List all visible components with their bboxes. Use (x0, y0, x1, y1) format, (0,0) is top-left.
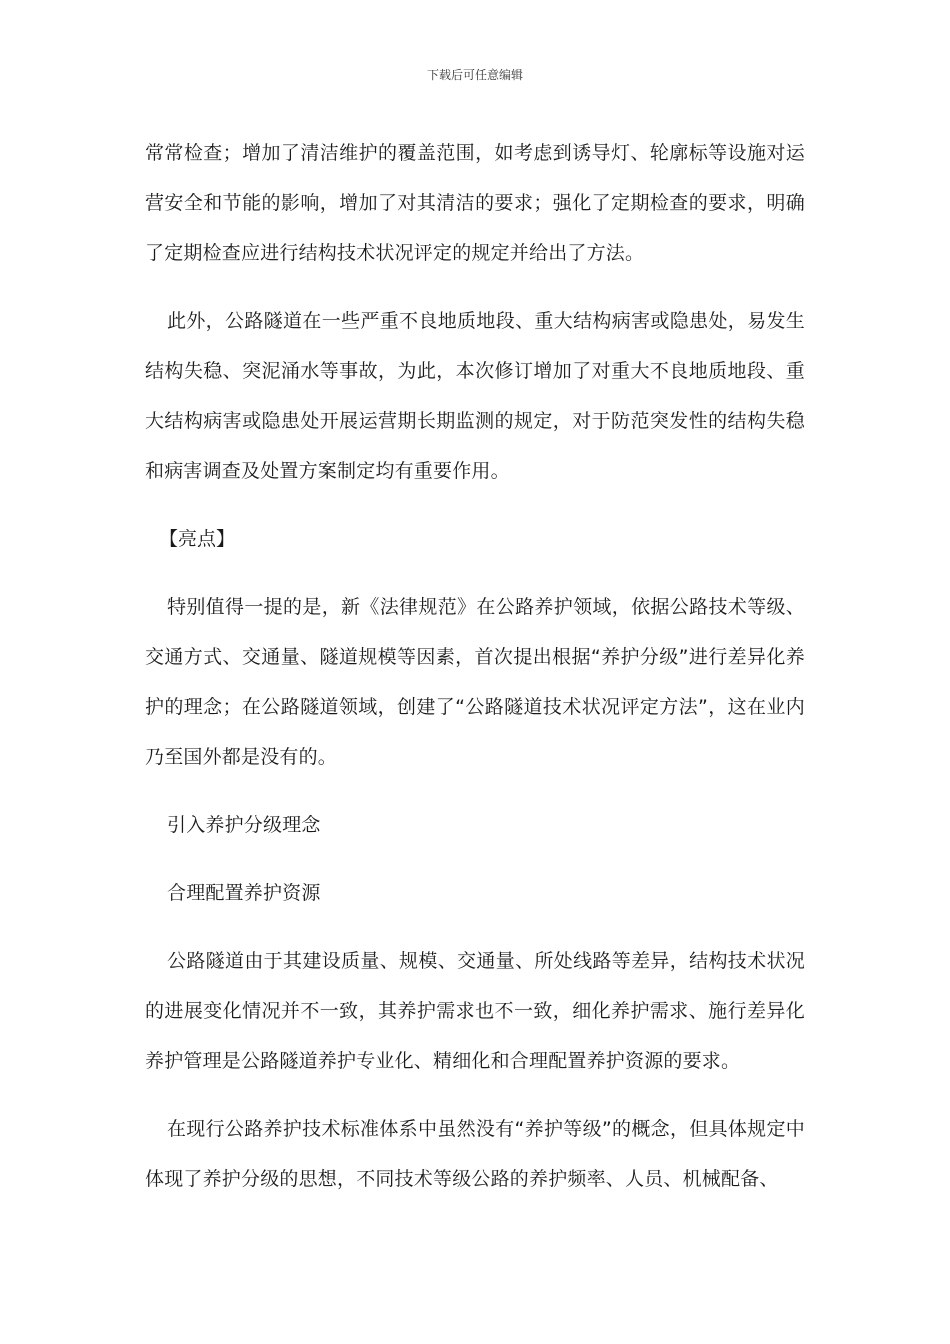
subheading-introduce-grading: 引入养护分级理念 (167, 814, 321, 836)
subheading-allocate-resources: 合理配置养护资源 (167, 882, 321, 904)
paragraph-standard-system: 在现行公路养护技术标准体系中虽然没有“养护等级”的概念，但具体规定中体现了养护分级的思想，不同技术等级公路的养护频率、人员、机械配备、 (145, 1118, 805, 1190)
page-header-note: 下载后可任意编辑 (426, 68, 523, 82)
paragraph-long-term-monitoring: 此外，公路隧道在一些严重不良地质地段、重大结构病害或隐患处，易发生结构失稳、突泥涌水等事故，为此，本次修订增加了对重大不良地质地段、重大结构病害或隐患处开展运营期长期监测的规定，对于防范突发性的结构失稳和病害调查及处置方案制定均有重要作用。 (145, 310, 805, 482)
paragraph-graded-maintenance: 特别值得一提的是，新《法律规范》在公路养护领域，依据公路技术等级、交通方式、交通量、隧道规模等因素，首次提出根据“养护分级”进行差异化养护的理念；在公路隧道领域，创建了“公路隧道技术状况评定方法”，这在业内乃至国外都是没有的。 (145, 596, 805, 768)
paragraph-differentiated-needs: 公路隧道由于其建设质量、规模、交通量、所处线路等差异，结构技术状况的进展变化情况并不一致，其养护需求也不一致，细化养护需求、施行差异化养护管理是公路隧道养护专业化、精细化和合理配置养护资源的要求。 (145, 950, 805, 1072)
paragraph-maintenance-scope: 常常检查；增加了清洁维护的覆盖范围，如考虑到诱导灯、轮廓标等设施对运营安全和节能的影响，增加了对其清洁的要求；强化了定期检查的要求，明确了定期检查应进行结构技术状况评定的规定并给出了方法。 (145, 142, 805, 264)
section-heading-highlights: 【亮点】 (159, 528, 236, 550)
document-body (145, 128, 805, 1222)
